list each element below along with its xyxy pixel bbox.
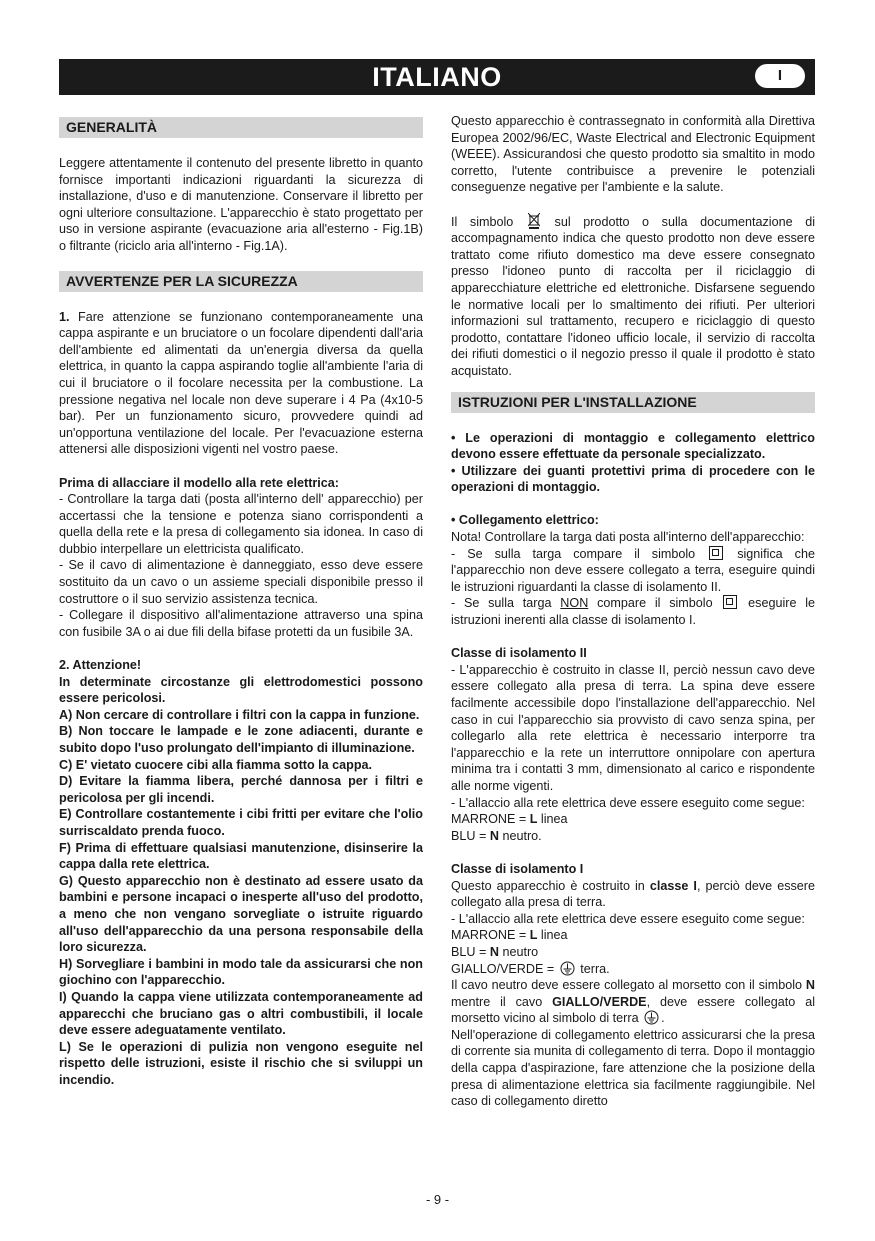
earth-ground-icon [560,961,575,976]
nota-text: Nota! Controllare la targa dati posta all'interno dell'apparecchio: [451,530,805,545]
section-heading-installazione: ISTRUZIONI PER L'INSTALLAZIONE [451,392,815,413]
attenzione-item: D) Evitare la fiamma libera, perché dannosa per i filtri e pericolosa per gli incendi. [59,774,423,805]
weee-paragraph: Questo apparecchio è contrassegnato in conformità alla Direttiva Europea 2002/96/EC, Waste Electrical and Electronic Equipment (WEEE). Assicurandosi che questo prodotto sia smaltito in modo corretto, l'utente contribuisce a prevenire le potenziali conseguenze negative per l'ambiente e la salute. [451,114,815,195]
attenzione-item: C) E' vietato cuocere cibi alla fiamma sotto la cappa. [59,757,373,772]
page-number: - 9 - [425,1192,450,1207]
se-item-2: - Se sulla targa NON compare il simbolo eseguire le istruzioni inerenti alla classe di isolamento I. [451,596,816,628]
classe-2-allaccio: - L'allaccio alla rete elettrica deve essere eseguito come segue: [451,795,805,810]
language-title: ITALIANO [372,62,502,92]
earth-ground-icon [644,1010,659,1025]
attenzione-item: B) Non toccare le lampade e le zone adiacenti, durante e subito dopo l'uso prolungato dell'impianto di illuminazione. [59,724,423,755]
attenzione-item: L) Se le operazioni di pulizia non vengono eseguite nel rispetto delle istruzioni, esiste il rischio che si sviluppi un incendio. [59,1039,423,1087]
neutro-text: Il cavo neutro deve essere collegato al morsetto con il simbolo N mentre il cavo GIALLO/VERDE, deve essere collegato al morsetto vicino al simbolo di terra . [451,978,816,1026]
wire-blue: BLU = N neutro [451,944,539,959]
prima-heading: Prima di allacciare il modello alla rete elettrica: [59,475,339,490]
prima-item: - Collegare il dispositivo all'alimentazione attraverso una spina con fusibile 3A o ai due fili della bifase protetti da un fusibile 3A. [59,608,423,639]
generalita-text: Leggere attentamente il contenuto del presente libretto in quanto fornisce importanti indicazioni riguardanti la sicurezza di installazione, d'uso e di manutenzione. Conservare il libretto per ogni ulteriore consultazione. L'apparecchio è stato progettato per uso in versione aspirante (evacuazione aria all'esterno - Fig.1B) o filtrante (riciclo aria all'interno - Fig.1A). [59,156,423,253]
classe-2-heading: Classe di isolamento II [451,646,587,661]
weee-bin-icon [528,213,540,229]
wire-blue: BLU = N neutro. [451,828,542,843]
right-column [451,113,815,1110]
prima-item: - Se il cavo di alimentazione è danneggiato, esso deve essere sostituito da un cavo o un assieme speciali disponibile presso il costruttore o il suo servizio assistenza tecnica. [59,558,423,606]
classe-1-heading: Classe di isolamento I [451,861,584,876]
prima-item: - Controllare la targa dati (posta all'interno dell' apparecchio) per accertassi che la tensione e potenza siano corrispondenti a quella della rete e la presa di collegamento sia idonea. In caso di dubbio interpellare un elettricista qualificato. [59,492,423,556]
language-badge: I [755,64,805,88]
wire-brown: MARRONE = L linea [451,928,568,943]
double-insulation-icon [709,546,723,560]
section-heading-avvertenze: AVVERTENZE PER LA SICUREZZA [59,271,423,292]
attenzione-item: A) Non cercare di controllare i filtri con la cappa in funzione. [59,707,420,722]
avvertenze-point-1: 1. Fare attenzione se funzionano contemporaneamente una cappa aspirante e un bruciatore o un focolare dipendenti dall'aria dell'ambiente ed alimentati da un'energia diversa da quella elettrica, in quanto la cappa aspirando toglie all'ambiente l'aria di cui il bruciatore o il focolare necessita per la combustione. La pressione negativa nel locale non deve superare i 4 Pa (4x10-5 bar). Per un funzionamento sicuro, provvedere quindi ad un'opportuna ventilazione del locale. Per l'evacuazione esterna attenersi alle disposizioni vigenti nel vostro paese. [59,309,423,457]
classe-1-text: Questo apparecchio è costruito in classe I, perciò deve essere collegato alla presa di terra. [451,878,815,910]
classe-2-text: - L'apparecchio è costruito in classe II, perciò nessun cavo deve essere collegato alla presa di terra. La spina deve essere facilmente accessibile dopo l'installazione dell'apparecchio. Nel caso in cui l'apparecchio sia provvisto di cavo senza spina, per collegarlo alla rete elettrica è necessario interporre tra l'apparecchio e la rete un interruttore onnipolare con apertura minima tra i contatti 3 mm, dimensionato al carico e rispondente alle norme vigenti. [451,662,815,793]
language-banner [59,59,815,95]
section-heading-generalita: GENERALITÀ [59,117,423,138]
point-number: 1. [59,309,70,324]
se-item-1: - Se sulla targa compare il simbolo significa che l'apparecchio non deve essere collegato a terra, eseguire quindi le istruzioni riguardanti la classe di isolamento II. [451,546,815,594]
wire-brown: MARRONE = L linea [451,812,568,827]
attenzione-item: H) Sorvegliare i bambini in modo tale da assicurarsi che non giochino con l'apparecchio. [59,956,423,988]
attenzione-item: I) Quando la cappa viene utilizzata contemporaneamente ad apparecchi che bruciano gas o altri combustibili, il locale deve essere adeguatamente ventilato. [59,989,423,1038]
collegamento-heading: • Collegamento elettrico: [451,513,599,528]
left-column [59,113,423,1088]
double-insulation-icon [723,595,737,609]
final-text: Nell'operazione di collegamento elettrico assicurarsi che la presa di corrente sia munita di collegamento di terra. Dopo il montaggio della cappa d'aspirazione, fare attenzione che la posizione della presa di alimentazione elettrica sia facilmente raggiungibile. Nel caso di collegamento diretto [451,1027,815,1109]
install-bullet: • Utilizzare dei guanti protettivi prima di procedere con le operazioni di montaggio. [451,463,815,495]
weee-symbol-paragraph: Il simbolo sul prodotto o sulla documentazione di accompagnamento indica che questo prodotto non deve essere trattato come rifiuto domestico ma deve essere consegnato presso l'idoneo punto di raccolta per il riciclaggio di apparecchiature elettriche ed elettroniche. Disfarsene seguendo le normative locali per lo smaltimento dei rifiuti. Per ulteriori informazioni sul trattamento, recupero e riciclaggio di questo prodotto, contattare l'idoneo ufficio locale, il servizio di raccolta dei rifiuti domestici o il negozio presso il quale il prodotto è stato acquistato. [451,214,815,378]
attenzione-item: F) Prima di effettuare qualsiasi manutenzione, disinserire la cappa dalla rete elettrica. [59,840,423,872]
classe-1-allaccio: - L'allaccio alla rete elettrica deve essere eseguito come segue: [451,911,805,926]
attenzione-item: In determinate circostanze gli elettrodomestici possono essere pericolosi. [59,674,423,706]
attenzione-item: G) Questo apparecchio non è destinato ad essere usato da bambini e persone incapaci o inesperte all'uso del prodotto, a meno che non vengano sorvegliate o istruite riguardo all'uso dell'apparecchio da una persona responsabile della loro sicurezza. [59,873,423,955]
attenzione-item: E) Controllare costantemente i cibi fritti per evitare che l'olio surriscaldato prenda fuoco. [59,807,423,838]
wire-yellow-green: GIALLO/VERDE = terra. [451,961,610,976]
attenzione-heading: 2. Attenzione! [59,658,142,673]
install-bullet: • Le operazioni di montaggio e collegamento elettrico devono essere effettuate da personale specializzato. [451,430,815,462]
